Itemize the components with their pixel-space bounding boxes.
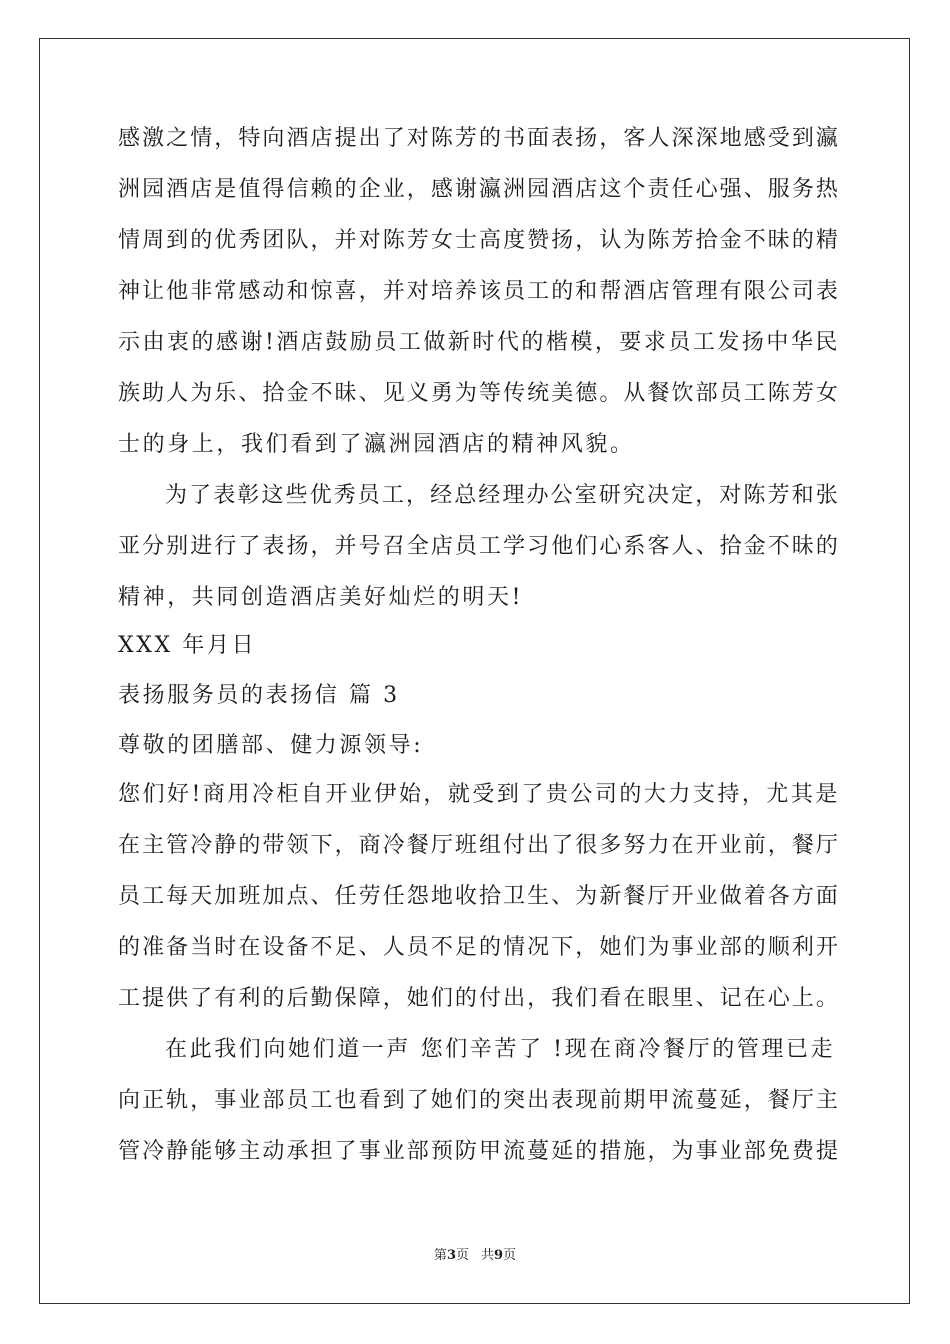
text-line: 示由衷的感谢!酒店鼓励员工做新时代的楷模，要求员工发扬中华民 bbox=[118, 330, 840, 355]
text-line: 情周到的优秀团队，并对陈芳女士高度赞扬，认为陈芳拾金不昧的精 bbox=[118, 228, 841, 253]
text-line: 洲园酒店是值得信赖的企业，感谢瀛洲园酒店这个责任心强、服务热 bbox=[118, 177, 841, 202]
page-current: 3 bbox=[446, 1248, 456, 1263]
text-line: 亚分别进行了表扬，并号召全店员工学习他们心系客人、拾金不昧的 bbox=[118, 534, 841, 559]
text-line: 的准备当时在设备不足、人员不足的情况下，她们为事业部的顺利开 bbox=[118, 935, 841, 960]
salutation: 尊敬的团膳部、健力源领导: bbox=[118, 733, 424, 758]
page-prefix: 第 bbox=[433, 1248, 447, 1263]
date-line: XXX 年月日 bbox=[118, 633, 257, 658]
text-line: 管冷静能够主动承担了事业部预防甲流蔓延的措施，为事业部免费提 bbox=[118, 1139, 841, 1164]
text-line: 员工每天加班加点、任劳任怨地收拾卫生、为新餐厅开业做着各方面 bbox=[118, 884, 841, 909]
text-line: 工提供了有利的后勤保障，她们的付出，我们看在眼里、记在心上。 bbox=[118, 986, 841, 1011]
total-prefix: 共 bbox=[481, 1248, 495, 1263]
text-line: 士的身上，我们看到了瀛洲园酒店的精神风貌。 bbox=[118, 432, 635, 457]
section-heading: 表扬服务员的表扬信 篇 3 bbox=[118, 683, 400, 708]
total-suffix: 页 bbox=[503, 1248, 517, 1263]
text-line: 向正轨，事业部员工也看到了她们的突出表现前期甲流蔓延，餐厅主 bbox=[118, 1088, 841, 1113]
text-line: 在此我们向她们道一声 您们辛苦了 !现在商冷餐厅的管理已走 bbox=[165, 1037, 836, 1062]
text-line: 族助人为乐、拾金不昧、见义勇为等传统美德。从餐饮部员工陈芳女 bbox=[118, 381, 841, 406]
page-footer bbox=[0, 1247, 950, 1265]
page-total: 9 bbox=[494, 1248, 504, 1263]
text-line: 精神，共同创造酒店美好灿烂的明天! bbox=[118, 585, 524, 610]
text-line: 您们好!商用冷柜自开业伊始，就受到了贵公司的大力支持，尤其是 bbox=[118, 782, 840, 807]
page-suffix: 页 bbox=[455, 1248, 469, 1263]
text-line: 为了表彰这些优秀员工，经总经理办公室研究决定，对陈芳和张 bbox=[165, 483, 840, 508]
text-line: 神让他非常感动和惊喜，并对培养该员工的和帮酒店管理有限公司表 bbox=[118, 279, 841, 304]
text-line: 在主管冷静的带领下，商冷餐厅班组付出了很多努力在开业前，餐厅 bbox=[118, 833, 841, 858]
text-line: 感激之情，特向酒店提出了对陈芳的书面表扬，客人深深地感受到瀛 bbox=[118, 126, 841, 151]
